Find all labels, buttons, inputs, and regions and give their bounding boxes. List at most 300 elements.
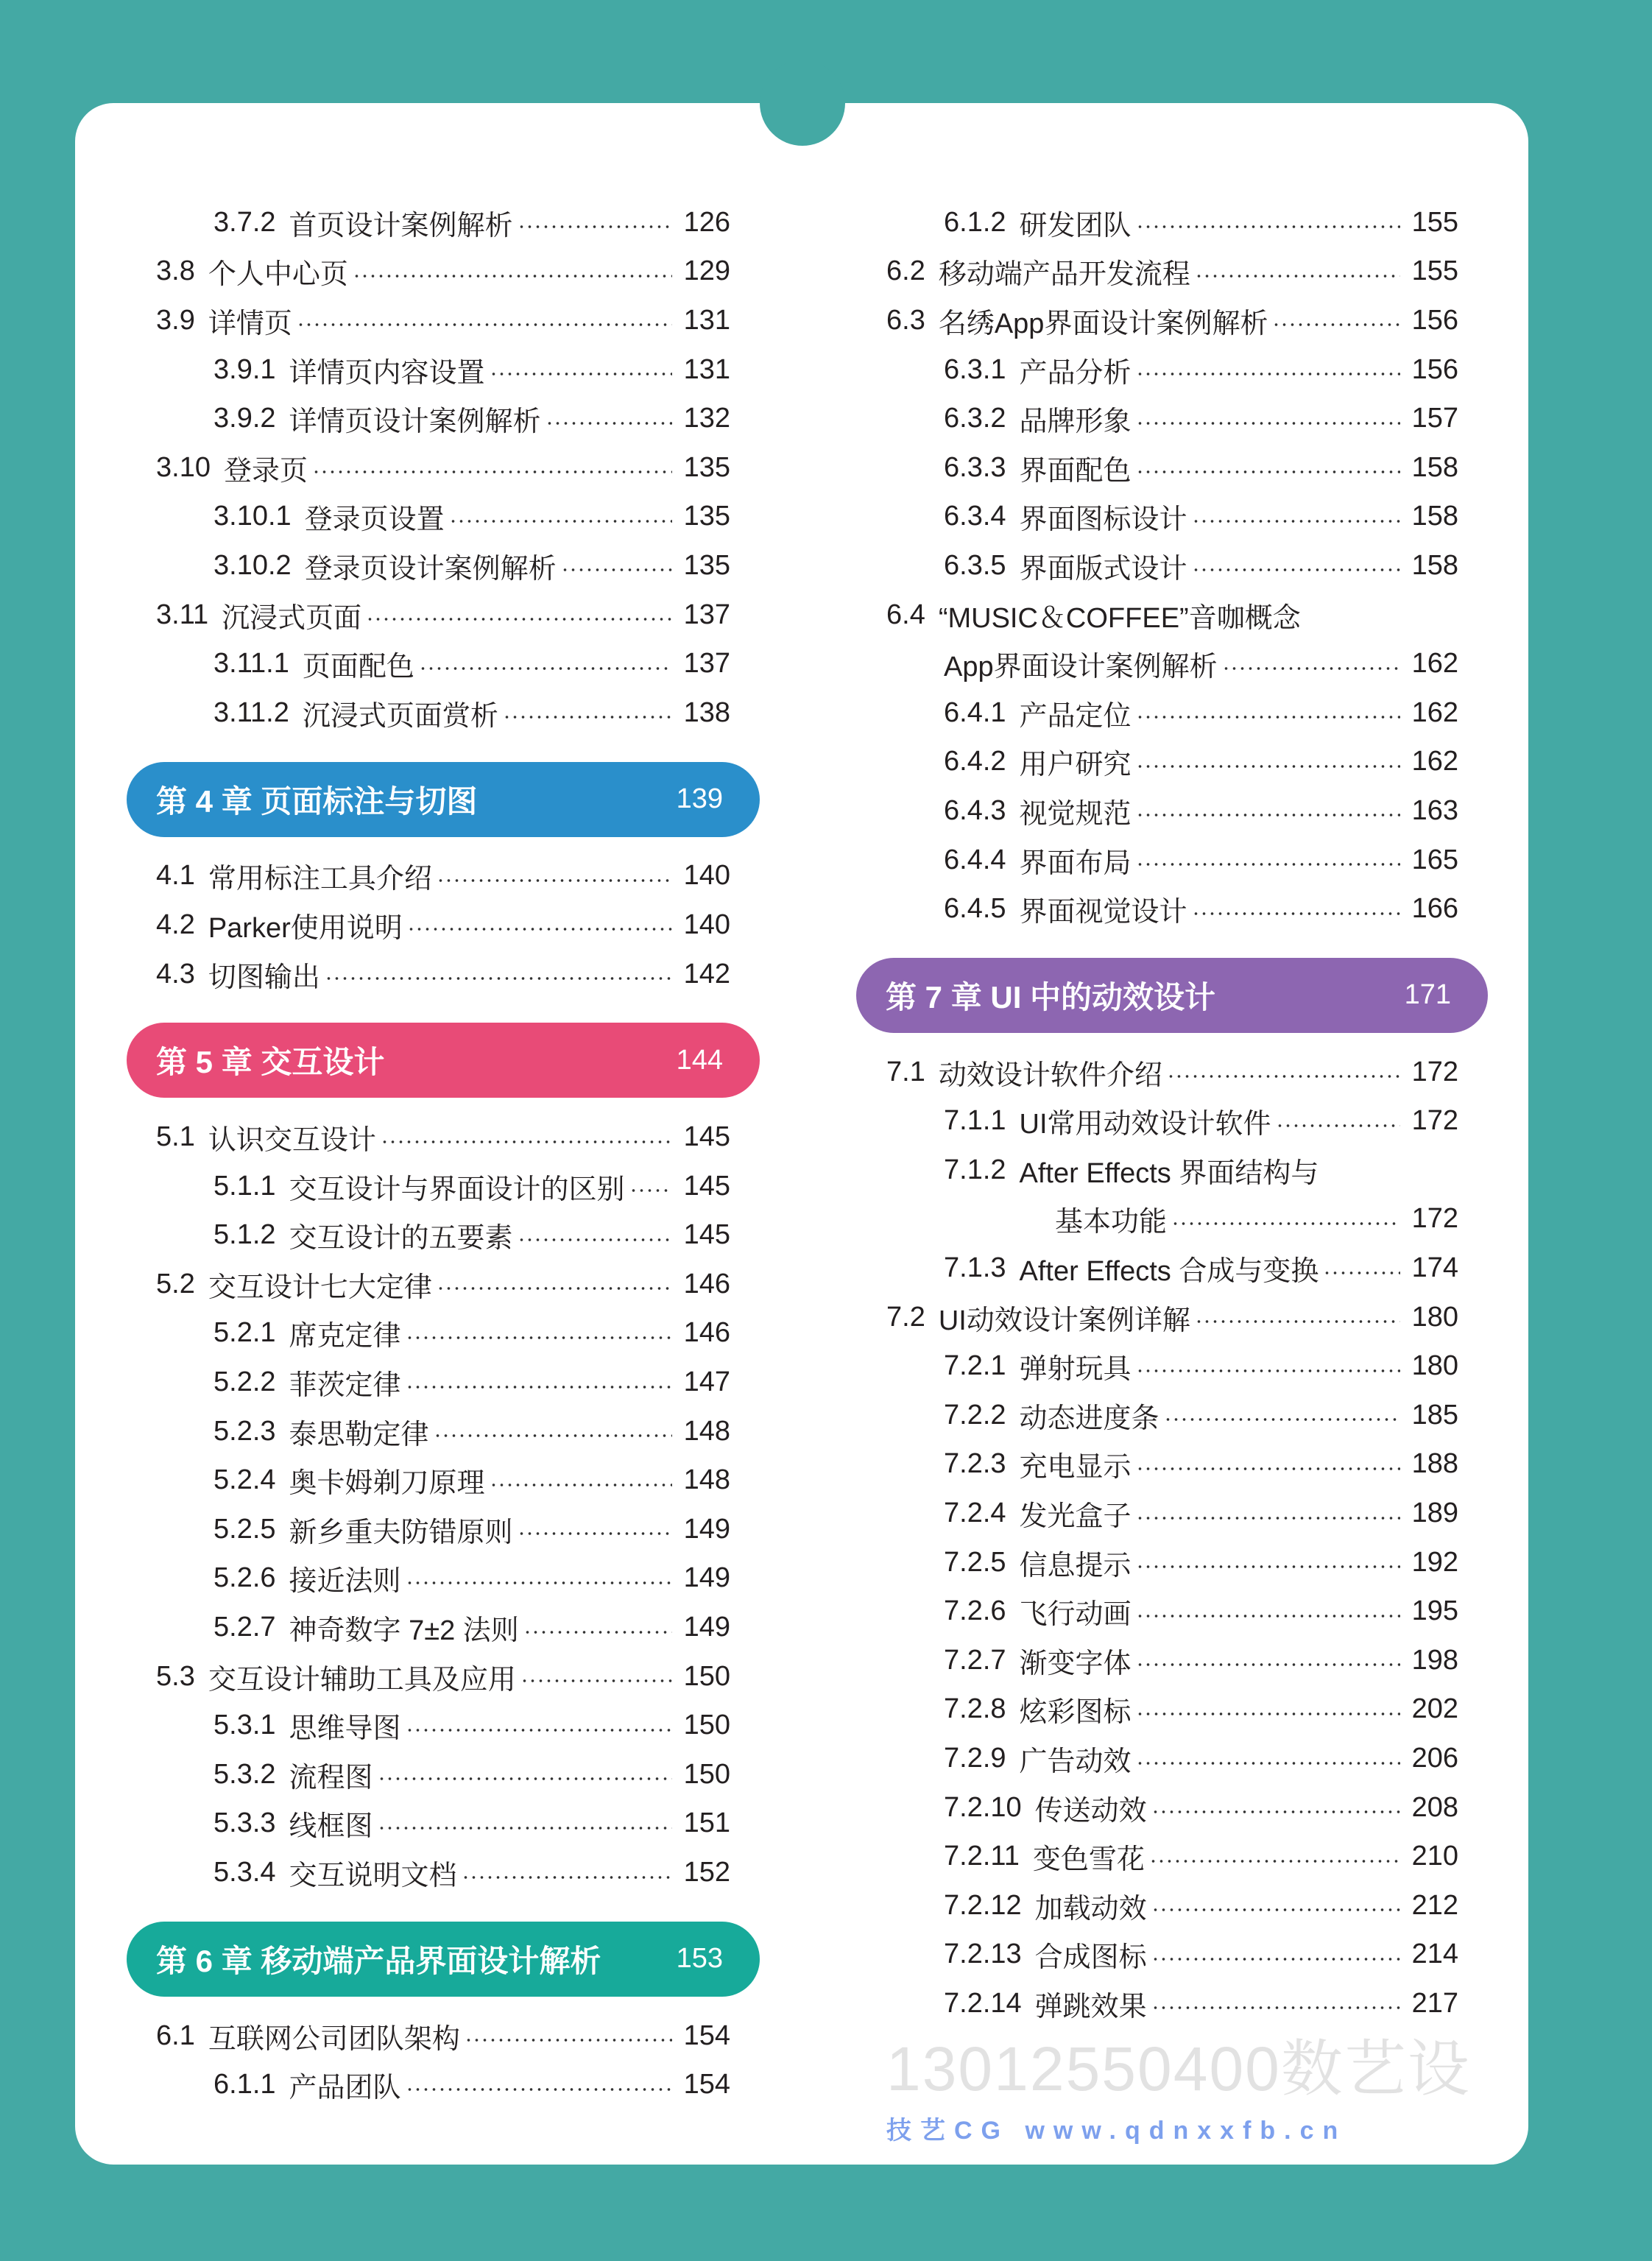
entry-number: 7.2.14 bbox=[944, 1987, 1022, 2019]
toc-entry[interactable] bbox=[127, 1505, 760, 1554]
toc-entry[interactable] bbox=[127, 639, 760, 688]
entry-title: 交互设计的五要素 bbox=[289, 1223, 513, 1255]
dot-leader bbox=[1151, 1957, 1400, 1961]
watermark-gray: 13012550400数艺设 bbox=[886, 2034, 1471, 2103]
chapter-page: 139 bbox=[676, 783, 723, 815]
toc-entry[interactable] bbox=[127, 1603, 760, 1652]
entry-title: 页面配色 bbox=[302, 652, 414, 683]
entry-number: 4.1 bbox=[156, 860, 195, 892]
toc-entry[interactable] bbox=[856, 394, 1488, 443]
toc-entry[interactable] bbox=[127, 900, 760, 950]
entry-title: 泰思勒定律 bbox=[289, 1419, 429, 1450]
dot-leader bbox=[434, 1433, 672, 1438]
entry-number: 6.2 bbox=[886, 255, 925, 287]
entry-page: 217 bbox=[1411, 1987, 1458, 2019]
entry-number: 5.2.2 bbox=[213, 1366, 276, 1398]
entry-number: 6.4 bbox=[886, 599, 925, 630]
dot-leader bbox=[490, 1483, 672, 1487]
dot-leader bbox=[1136, 1761, 1400, 1766]
entry-title: 动效设计软件介绍 bbox=[938, 1059, 1162, 1091]
toc-entry[interactable] bbox=[856, 541, 1488, 590]
entry-number: 5.1.1 bbox=[213, 1170, 276, 1202]
toc-entry[interactable] bbox=[856, 1097, 1488, 1146]
dot-leader bbox=[490, 372, 672, 376]
entry-title: 菲茨定律 bbox=[289, 1370, 401, 1402]
entry-page: 212 bbox=[1411, 1889, 1458, 1921]
toc-entry[interactable] bbox=[856, 198, 1488, 247]
toc-entry[interactable] bbox=[856, 1341, 1488, 1391]
dot-leader bbox=[407, 927, 672, 931]
entry-page: 172 bbox=[1411, 1056, 1458, 1087]
toc-entry[interactable] bbox=[127, 590, 760, 640]
entry-page: 146 bbox=[683, 1268, 730, 1299]
entry-title: 互联网公司团队架构 bbox=[208, 2023, 460, 2055]
entry-title: 详情页 bbox=[208, 308, 292, 339]
toc-entry[interactable] bbox=[856, 247, 1488, 297]
dot-leader bbox=[1136, 1712, 1400, 1716]
dot-leader bbox=[518, 1531, 672, 1536]
dot-leader bbox=[561, 568, 672, 572]
entry-title: 视觉规范 bbox=[1019, 798, 1132, 830]
dot-leader bbox=[1136, 813, 1400, 817]
toc-entry[interactable] bbox=[127, 1799, 760, 1849]
entry-page: 149 bbox=[683, 1513, 730, 1545]
dot-leader bbox=[1136, 1516, 1400, 1520]
entry-number: 6.3.3 bbox=[944, 451, 1006, 483]
entry-number: 5.1 bbox=[156, 1121, 195, 1153]
entry-number: 6.4.2 bbox=[944, 746, 1006, 777]
entry-title: 交互设计七大定律 bbox=[208, 1271, 432, 1303]
dot-leader bbox=[1151, 1810, 1400, 1814]
dot-leader bbox=[406, 1336, 672, 1340]
entry-page: 131 bbox=[683, 304, 730, 336]
entry-page: 163 bbox=[1411, 794, 1458, 826]
entry-page: 195 bbox=[1411, 1595, 1458, 1627]
toc-entry[interactable] bbox=[127, 1750, 760, 1799]
entry-number: 3.9 bbox=[156, 304, 195, 336]
entry-page: 158 bbox=[1411, 501, 1458, 532]
entry-page: 180 bbox=[1411, 1350, 1458, 1382]
entry-title: 新乡重夫防错原则 bbox=[289, 1517, 513, 1548]
dot-leader bbox=[523, 1630, 672, 1634]
entry-page: 148 bbox=[683, 1415, 730, 1447]
dot-leader bbox=[518, 225, 672, 229]
entry-title: 加载动效 bbox=[1034, 1893, 1147, 1925]
dot-leader bbox=[465, 2038, 672, 2042]
entry-title: 基本功能 bbox=[1055, 1207, 1168, 1238]
entry-number: 5.3.3 bbox=[213, 1807, 276, 1839]
toc-right-column bbox=[856, 198, 1488, 2028]
entry-page: 206 bbox=[1411, 1743, 1458, 1774]
entry-number: 3.8 bbox=[156, 255, 195, 287]
entry-title: 产品定位 bbox=[1019, 700, 1132, 732]
dot-leader bbox=[1136, 421, 1400, 426]
dot-leader bbox=[1164, 1417, 1400, 1422]
entry-number: 6.1.1 bbox=[213, 2069, 276, 2100]
entry-number: 5.2.4 bbox=[213, 1464, 276, 1496]
chapter-page: 144 bbox=[676, 1044, 723, 1076]
entry-number: 7.2.10 bbox=[944, 1791, 1022, 1823]
entry-title: 广告动效 bbox=[1019, 1746, 1132, 1778]
entry-number: 5.3.4 bbox=[213, 1857, 276, 1888]
entry-title: 奥卡姆剃刀原理 bbox=[289, 1468, 485, 1500]
toc-entry[interactable] bbox=[856, 786, 1488, 836]
entry-number: 5.3 bbox=[156, 1660, 195, 1692]
chapter-heading[interactable] bbox=[127, 1023, 760, 1098]
entry-page: 149 bbox=[683, 1612, 730, 1643]
dot-leader bbox=[312, 470, 672, 474]
entry-title: 流程图 bbox=[289, 1762, 373, 1793]
toc-entry[interactable] bbox=[856, 738, 1488, 787]
toc-entry[interactable] bbox=[127, 1554, 760, 1604]
entry-title: Parker使用说明 bbox=[208, 912, 403, 944]
toc-entry[interactable] bbox=[127, 852, 760, 901]
toc-entry[interactable] bbox=[127, 688, 760, 738]
dot-leader bbox=[1136, 1662, 1400, 1667]
toc-entry[interactable] bbox=[856, 1832, 1488, 1881]
entry-number: 7.2.6 bbox=[944, 1595, 1006, 1627]
dot-leader bbox=[1167, 1074, 1400, 1079]
entry-page: 192 bbox=[1411, 1546, 1458, 1578]
toc-entry[interactable] bbox=[856, 1979, 1488, 2028]
entry-title: 首页设计案例解析 bbox=[289, 210, 513, 241]
dot-leader bbox=[546, 421, 672, 426]
dot-leader bbox=[1149, 1859, 1400, 1863]
entry-title: 界面布局 bbox=[1019, 847, 1132, 879]
entry-title: 品牌形象 bbox=[1019, 406, 1132, 438]
entry-title: 席克定律 bbox=[289, 1321, 401, 1352]
dot-leader bbox=[437, 878, 672, 883]
entry-page: 151 bbox=[683, 1807, 730, 1839]
entry-number: 5.2.5 bbox=[213, 1513, 276, 1545]
toc-entry[interactable] bbox=[856, 1930, 1488, 1980]
entry-number: 5.3.1 bbox=[213, 1710, 276, 1741]
entry-title: 沉浸式页面 bbox=[222, 602, 362, 634]
watermark-blue: 技艺CG www.qdnxxfb.cn bbox=[886, 2117, 1347, 2145]
chapter-page: 153 bbox=[676, 1943, 723, 1975]
entry-number: 7.1.2 bbox=[944, 1154, 1006, 1185]
entry-page: 198 bbox=[1411, 1644, 1458, 1676]
toc-entry[interactable] bbox=[127, 247, 760, 297]
entry-title: 炫彩图标 bbox=[1019, 1697, 1132, 1729]
entry-page: 202 bbox=[1411, 1693, 1458, 1725]
dot-leader bbox=[378, 1777, 672, 1781]
toc-entry[interactable] bbox=[127, 198, 760, 247]
entry-title: 飞行动画 bbox=[1019, 1599, 1132, 1631]
entry-page: 185 bbox=[1411, 1399, 1458, 1431]
entry-title: 发光盒子 bbox=[1019, 1501, 1132, 1533]
dot-leader bbox=[629, 1188, 672, 1193]
entry-title: 沉浸式页面赏析 bbox=[302, 700, 498, 732]
entry-page: 158 bbox=[1411, 549, 1458, 581]
toc-entry[interactable] bbox=[856, 1881, 1488, 1930]
entry-title: After Effects 合成与变换 bbox=[1019, 1256, 1319, 1288]
toc-entry[interactable] bbox=[127, 345, 760, 395]
entry-number: 6.3.4 bbox=[944, 501, 1006, 532]
entry-number: 7.2.13 bbox=[944, 1939, 1022, 1970]
toc-entry[interactable] bbox=[856, 296, 1488, 345]
toc-entry[interactable] bbox=[127, 1456, 760, 1505]
toc-entry[interactable] bbox=[856, 836, 1488, 885]
entry-page: 140 bbox=[683, 860, 730, 892]
entry-title: 界面配色 bbox=[1019, 455, 1132, 487]
entry-number: 3.11.2 bbox=[213, 696, 289, 728]
entry-number: 6.4.1 bbox=[944, 696, 1006, 728]
entry-page: 174 bbox=[1411, 1252, 1458, 1284]
entry-page: 157 bbox=[1411, 403, 1458, 434]
entry-number: 6.4.4 bbox=[944, 844, 1006, 875]
entry-title: 弹跳效果 bbox=[1034, 1991, 1147, 2022]
entry-page: 158 bbox=[1411, 451, 1458, 483]
dot-leader bbox=[406, 1581, 672, 1585]
dot-leader bbox=[1195, 274, 1400, 278]
entry-page: 165 bbox=[1411, 844, 1458, 875]
dot-leader bbox=[378, 1826, 672, 1830]
dot-leader bbox=[1136, 862, 1400, 867]
toc-entry[interactable] bbox=[127, 1211, 760, 1260]
entry-page: 126 bbox=[683, 206, 730, 238]
entry-title: 交互设计与界面设计的区别 bbox=[289, 1174, 625, 1205]
entry-page: 155 bbox=[1411, 255, 1458, 287]
dot-leader bbox=[1272, 322, 1399, 327]
toc-entry[interactable] bbox=[127, 1358, 760, 1407]
entry-number: 7.2.9 bbox=[944, 1743, 1006, 1774]
entry-title: 渐变字体 bbox=[1019, 1648, 1132, 1679]
toc-entry[interactable] bbox=[856, 1783, 1488, 1833]
toc-entry[interactable] bbox=[127, 296, 760, 345]
entry-title: 切图输出 bbox=[208, 962, 320, 993]
entry-number: 7.2.5 bbox=[944, 1546, 1006, 1578]
toc-entry[interactable] bbox=[127, 1652, 760, 1701]
dot-leader bbox=[1136, 1565, 1400, 1569]
toc-entry[interactable] bbox=[856, 1440, 1488, 1489]
dot-leader bbox=[1195, 1319, 1400, 1324]
toc-entry[interactable] bbox=[856, 345, 1488, 395]
entry-number: 7.2.4 bbox=[944, 1498, 1006, 1529]
toc-entry[interactable] bbox=[856, 1195, 1488, 1244]
dot-leader bbox=[462, 1875, 672, 1880]
dot-leader bbox=[1192, 519, 1400, 523]
toc-entry[interactable] bbox=[127, 1309, 760, 1358]
entry-title: 详情页设计案例解析 bbox=[289, 406, 541, 438]
entry-page: 145 bbox=[683, 1219, 730, 1251]
dot-leader bbox=[1136, 470, 1400, 474]
toc-entry[interactable] bbox=[856, 443, 1488, 493]
entry-page: 150 bbox=[683, 1710, 730, 1741]
toc-entry[interactable] bbox=[127, 493, 760, 542]
entry-title: 交互设计辅助工具及应用 bbox=[208, 1664, 516, 1696]
entry-page: 172 bbox=[1411, 1203, 1458, 1235]
entry-page: 155 bbox=[1411, 206, 1458, 238]
entry-page: 150 bbox=[683, 1660, 730, 1692]
dot-leader bbox=[366, 617, 671, 621]
entry-title: “MUSIC＆COFFEE”音咖概念 bbox=[938, 602, 1301, 634]
entry-title: 交互说明文档 bbox=[289, 1860, 457, 1892]
entry-number: 7.1.1 bbox=[944, 1105, 1006, 1137]
entry-page: 166 bbox=[1411, 893, 1458, 925]
dot-leader bbox=[1222, 666, 1400, 671]
toc-entry[interactable] bbox=[856, 884, 1488, 934]
entry-number: 7.2.3 bbox=[944, 1448, 1006, 1480]
entry-number: 5.1.2 bbox=[213, 1219, 276, 1251]
toc-entry[interactable] bbox=[127, 1407, 760, 1456]
toc-entry[interactable] bbox=[856, 1391, 1488, 1440]
toc-entry[interactable] bbox=[856, 1685, 1488, 1735]
dot-leader bbox=[1171, 1221, 1400, 1226]
toc-entry[interactable] bbox=[856, 1293, 1488, 1342]
toc-entry[interactable] bbox=[127, 443, 760, 493]
entry-page: 145 bbox=[683, 1170, 730, 1202]
toc-entry[interactable] bbox=[856, 1489, 1488, 1538]
chapter-page: 171 bbox=[1404, 979, 1451, 1011]
toc-entry[interactable] bbox=[856, 1734, 1488, 1783]
dot-leader bbox=[353, 274, 672, 278]
entry-number: 7.1 bbox=[886, 1056, 925, 1087]
entry-page: 150 bbox=[683, 1758, 730, 1790]
toc-entry[interactable] bbox=[127, 1162, 760, 1211]
entry-page: 131 bbox=[683, 353, 730, 385]
entry-page: 189 bbox=[1411, 1498, 1458, 1529]
entry-title: 个人中心页 bbox=[208, 259, 348, 291]
chapter-heading[interactable] bbox=[127, 762, 760, 837]
toc-entry[interactable] bbox=[127, 1848, 760, 1897]
toc-entry[interactable] bbox=[127, 2011, 760, 2061]
toc-entry[interactable] bbox=[856, 1048, 1488, 1097]
entry-page: 129 bbox=[683, 255, 730, 287]
entry-title: 登录页设计案例解析 bbox=[304, 553, 557, 585]
dot-leader bbox=[1136, 764, 1400, 769]
toc-entry[interactable] bbox=[127, 2060, 760, 2109]
entry-number: 3.10 bbox=[156, 451, 211, 483]
entry-number: 3.11.1 bbox=[213, 648, 289, 680]
entry-title: 充电显示 bbox=[1019, 1452, 1132, 1484]
entry-page: 154 bbox=[683, 2020, 730, 2051]
entry-number: 4.2 bbox=[156, 909, 195, 940]
entry-title: 常用标注工具介绍 bbox=[208, 864, 432, 895]
entry-title: 动态进度条 bbox=[1019, 1403, 1159, 1434]
entry-number: 7.2.7 bbox=[944, 1644, 1006, 1676]
entry-page: 154 bbox=[683, 2069, 730, 2100]
entry-page: 147 bbox=[683, 1366, 730, 1398]
entry-number: 5.2.6 bbox=[213, 1562, 276, 1594]
dot-leader bbox=[449, 519, 672, 523]
toc-entry[interactable] bbox=[127, 950, 760, 999]
toc-entry[interactable] bbox=[856, 493, 1488, 542]
entry-number: 7.2.1 bbox=[944, 1350, 1006, 1382]
entry-page: 162 bbox=[1411, 696, 1458, 728]
entry-title: 神奇数字 7±2 法则 bbox=[289, 1615, 519, 1647]
toc-entry[interactable] bbox=[127, 1701, 760, 1750]
toc-entry[interactable] bbox=[856, 1538, 1488, 1587]
chapter-heading[interactable] bbox=[856, 958, 1488, 1033]
entry-number: 5.2.7 bbox=[213, 1612, 276, 1643]
entry-page: 180 bbox=[1411, 1301, 1458, 1333]
entry-title: After Effects 界面结构与 bbox=[1019, 1157, 1319, 1189]
chapter-title: 第 5 章 交互设计 bbox=[156, 1045, 385, 1080]
entry-title: 界面版式设计 bbox=[1019, 553, 1187, 585]
entry-number: 7.2.11 bbox=[944, 1841, 1020, 1872]
entry-page: 162 bbox=[1411, 648, 1458, 680]
entry-page: 208 bbox=[1411, 1791, 1458, 1823]
entry-page: 188 bbox=[1411, 1448, 1458, 1480]
toc-entry[interactable] bbox=[856, 688, 1488, 738]
entry-page: 148 bbox=[683, 1464, 730, 1496]
toc-entry[interactable] bbox=[856, 1244, 1488, 1293]
entry-page: 145 bbox=[683, 1121, 730, 1153]
toc-entry[interactable] bbox=[127, 1112, 760, 1162]
entry-number: 3.7.2 bbox=[213, 206, 276, 238]
toc-entry[interactable] bbox=[856, 590, 1488, 640]
entry-title: 用户研究 bbox=[1019, 749, 1132, 781]
entry-page: 152 bbox=[683, 1857, 730, 1888]
entry-page: 214 bbox=[1411, 1939, 1458, 1970]
toc-entry[interactable] bbox=[856, 1587, 1488, 1636]
entry-title: 接近法则 bbox=[289, 1566, 401, 1598]
dot-leader bbox=[518, 1238, 672, 1242]
entry-title: 详情页内容设置 bbox=[289, 357, 485, 389]
entry-page: 132 bbox=[683, 403, 730, 434]
entry-page: 135 bbox=[683, 451, 730, 483]
toc-entry[interactable] bbox=[127, 394, 760, 443]
entry-title: 思维导图 bbox=[289, 1713, 401, 1745]
dot-leader bbox=[1136, 1369, 1400, 1373]
entry-page: 149 bbox=[683, 1562, 730, 1594]
toc-entry[interactable] bbox=[127, 541, 760, 590]
entry-number: 5.2.1 bbox=[213, 1317, 276, 1349]
entry-page: 135 bbox=[683, 549, 730, 581]
dot-leader bbox=[1136, 225, 1400, 229]
entry-number: 7.1.3 bbox=[944, 1252, 1006, 1284]
dot-leader bbox=[406, 1385, 672, 1389]
dot-leader bbox=[381, 1140, 672, 1144]
toc-entry[interactable] bbox=[856, 1146, 1488, 1195]
entry-number: 6.3.1 bbox=[944, 353, 1006, 385]
entry-number: 6.3.5 bbox=[944, 549, 1006, 581]
entry-title: 变色雪花 bbox=[1032, 1844, 1145, 1876]
entry-title: 传送动效 bbox=[1034, 1795, 1147, 1827]
entry-number: 6.3 bbox=[886, 304, 925, 336]
entry-title: 产品分析 bbox=[1019, 357, 1132, 389]
entry-number: 7.2 bbox=[886, 1301, 925, 1333]
entry-title: 移动端产品开发流程 bbox=[938, 259, 1190, 291]
entry-number: 6.3.2 bbox=[944, 403, 1006, 434]
toc-entry[interactable] bbox=[127, 1260, 760, 1309]
entry-title: 界面视觉设计 bbox=[1019, 897, 1187, 928]
entry-title: 登录页设置 bbox=[304, 504, 445, 536]
dot-leader bbox=[437, 1286, 672, 1291]
toc-left-column bbox=[127, 198, 760, 2109]
entry-page: 138 bbox=[683, 696, 730, 728]
entry-page: 162 bbox=[1411, 746, 1458, 777]
toc-entry[interactable] bbox=[856, 639, 1488, 688]
entry-page: 135 bbox=[683, 501, 730, 532]
entry-number: 3.11 bbox=[156, 599, 209, 630]
dot-leader bbox=[1136, 372, 1400, 376]
dot-leader bbox=[1276, 1124, 1400, 1128]
entry-title: 线框图 bbox=[289, 1811, 373, 1843]
dot-leader bbox=[325, 976, 672, 981]
entry-number: 5.2.3 bbox=[213, 1415, 276, 1447]
dot-leader bbox=[297, 322, 672, 327]
chapter-title: 第 6 章 移动端产品界面设计解析 bbox=[156, 1943, 601, 1978]
chapter-title: 第 4 章 页面标注与切图 bbox=[156, 783, 478, 819]
entry-page: 146 bbox=[683, 1317, 730, 1349]
toc-entry[interactable] bbox=[856, 1636, 1488, 1685]
entry-number: 5.2 bbox=[156, 1268, 195, 1299]
entry-number: 6.4.5 bbox=[944, 893, 1006, 925]
entry-page: 210 bbox=[1411, 1841, 1458, 1872]
chapter-heading[interactable] bbox=[127, 1922, 760, 1997]
